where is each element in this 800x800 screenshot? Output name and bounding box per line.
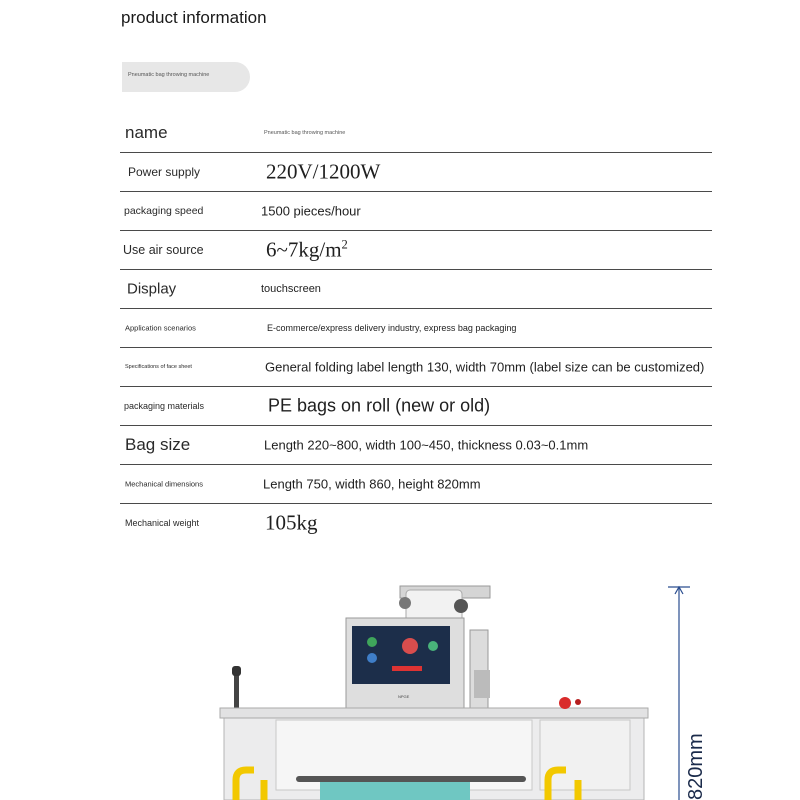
spec-row-bag-size	[120, 426, 712, 465]
spec-row-air	[120, 231, 712, 270]
spec-row-application	[120, 309, 712, 348]
spec-label: Mechanical weight	[125, 518, 200, 528]
spec-value: Length 750, width 860, height 820mm	[263, 476, 481, 492]
spec-row-speed	[120, 192, 712, 231]
spec-value: Length 220~800, width 100~450, thickness 0.03~0.1mm	[264, 437, 589, 453]
spec-value: touchscreen	[261, 283, 321, 295]
product-tag	[122, 62, 250, 92]
spec-value-superscript: 2	[341, 237, 348, 252]
machine-illustration	[0, 570, 800, 800]
spec-value: General folding label length 130, width 70mm (label size can be customized)	[265, 359, 705, 375]
spec-row-dimensions	[120, 465, 712, 504]
spec-label: packaging speed	[124, 205, 204, 217]
spec-row-materials	[120, 387, 712, 426]
spec-label: name	[125, 123, 168, 142]
height-dimension-label: 820mm	[685, 733, 707, 800]
spec-label: Power supply	[128, 165, 201, 179]
spec-table	[120, 114, 712, 542]
control-screen	[346, 618, 464, 710]
product-tag-label: Pneumatic bag throwing machine	[128, 72, 210, 78]
spec-value: PE bags on roll (new or old)	[268, 395, 491, 416]
spec-label: Bag size	[125, 435, 191, 454]
emergency-stop-icon	[559, 697, 571, 709]
spec-label: Specifications of face sheet	[125, 364, 192, 370]
spec-value: 1500 pieces/hour	[261, 203, 361, 219]
screen-brand: NPGE	[398, 694, 410, 699]
spec-label: Display	[127, 280, 177, 298]
spec-value: Pneumatic bag throwing machine	[264, 130, 346, 136]
spec-value: 6~7kg/m	[266, 237, 342, 262]
spec-row-name	[120, 114, 712, 153]
lever-handle	[232, 666, 241, 708]
spec-row-display	[120, 270, 712, 309]
spec-value: 220V/1200W	[266, 159, 381, 184]
spec-label: Use air source	[123, 243, 204, 257]
spec-row-face-sheet	[120, 348, 712, 387]
spec-label: packaging materials	[124, 401, 205, 411]
spec-value: E-commerce/express delivery industry, express bag packaging	[267, 323, 517, 333]
spec-label: Mechanical dimensions	[125, 479, 203, 489]
spec-row-weight	[120, 504, 712, 542]
page-title: product information	[121, 8, 267, 27]
spec-row-power	[120, 153, 712, 192]
spec-value-air	[266, 238, 348, 263]
spec-label: Application scenarios	[125, 323, 196, 333]
spec-value: 105kg	[265, 510, 318, 535]
